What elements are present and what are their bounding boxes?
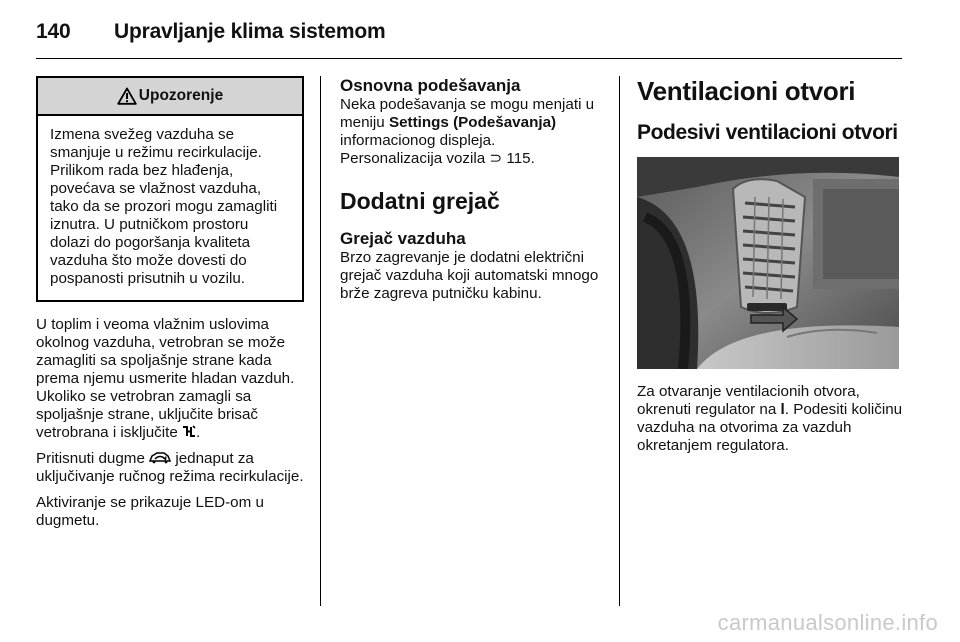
heading-basic-settings: Osnovna podešavanja (340, 76, 521, 95)
paragraph-text: . (196, 424, 201, 441)
paragraph-text: jednaput za uključivanje ručnog režima recirkulacije. (36, 450, 304, 485)
warning-triangle-icon (117, 87, 137, 105)
settings-menu-label: Settings (Podešavanja) (388, 114, 557, 131)
paragraph-text: Pritisnuti dugme (36, 450, 150, 467)
paragraph-recirculation (36, 450, 304, 486)
recirculation-car-icon (149, 451, 171, 464)
column-divider (320, 76, 321, 606)
page-reference-icon: ⊃ (489, 150, 503, 167)
paragraph-fogging (36, 316, 304, 442)
ac-off-icon (182, 425, 196, 438)
heading-adjustable-vents: Podesivi ventilacioni otvori (637, 121, 898, 144)
heading-air-vents: Ventilacioni otvori (637, 76, 856, 106)
paragraph-text: Neka podešavanja se mogu menjati u meniju (340, 96, 595, 131)
warning-box (36, 76, 304, 302)
column-divider (619, 76, 620, 606)
paragraph-vent-open (637, 383, 903, 455)
reference-page: 115. (502, 150, 535, 167)
paragraph-air-heater: Brzo zagrevanje je dodatni električni grejač vazduha koji automatski mnogo brže zagreva putničku kabinu. (340, 249, 599, 302)
page-header (36, 20, 385, 44)
air-vent-photo (637, 157, 899, 369)
paragraph-text: U toplim i veoma vlažnim uslovima okolnog vazduha, vetrobran se može zamagliti sa spoljašnje strane kada prema njemu usmerite hladan vazduh. Ukoliko se vetrobran zamagli sa spoljašnje strane, uključite brisač vetrobrana i isključite (36, 316, 295, 441)
paragraph-text: informacionog displeja. (340, 132, 496, 149)
paragraph-text: Za otvaranje ventilacionih otvora, okrenuti regulator na (637, 383, 860, 418)
heading-auxiliary-heater: Dodatni grejač (340, 188, 500, 214)
paragraph-settings (340, 96, 608, 168)
header-rule (36, 58, 902, 59)
chapter-title: Upravljanje klima sistemom (114, 20, 386, 43)
heading-air-heater: Grejač vazduha (340, 229, 466, 248)
page-number: 140 (36, 20, 71, 43)
column-left (36, 76, 304, 538)
reference-text: Personalizacija vozila (340, 150, 490, 167)
warning-title: Upozorenje (138, 87, 224, 104)
column-middle (340, 76, 608, 311)
watermark: carmanualsonline.info (717, 610, 938, 635)
paragraph-led: Aktiviranje se prikazuje LED-om u dugmetu. (36, 494, 264, 529)
regulator-open-symbol: l (780, 401, 785, 418)
paragraph-text: . Podesiti količinu vazduha na otvorima za vazduh okretanjem regulatora. (637, 401, 903, 454)
column-right (637, 76, 903, 463)
warning-header (38, 78, 302, 116)
warning-text: Izmena svežeg vazduha se smanjuje u režimu recirkulacije. Prilikom rada bez hlađenja, povećava se vlažnost vazduha, tako da se prozori mogu zamagliti iznutra. U putničkom prostoru dolazi do pogoršanja kvaliteta vazduha što može dovesti do pospanosti prisutnih u vozilu. (50, 126, 278, 287)
